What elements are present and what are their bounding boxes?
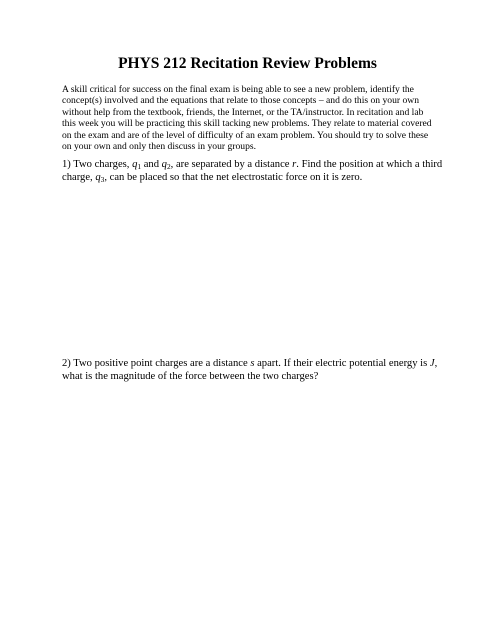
- var-r: r: [292, 159, 297, 170]
- text-run: charge,: [62, 171, 96, 183]
- intro-line: without help from the textbook, friends, the Internet, or the TA/instructor. In recitation and lab: [62, 106, 424, 118]
- problem-1-line-1: [62, 159, 462, 172]
- problem-1-line-2: [62, 172, 462, 185]
- problem-2-line-2: what is the magnitude of the force between the two charges?: [62, 370, 319, 382]
- intro-line: A skill critical for success on the final exam is being able to see a new problem, identify the: [62, 84, 414, 95]
- var-J: J: [429, 358, 435, 369]
- text-run: 2) Two positive point charges are a distance: [62, 358, 251, 369]
- intro-paragraph: [62, 84, 442, 152]
- text-run: 1) Two charges,: [62, 159, 133, 170]
- text-run: ,: [434, 358, 438, 369]
- subscript-2: 2: [166, 161, 171, 171]
- var-q: q: [95, 171, 101, 183]
- problem-1: [62, 159, 462, 184]
- var-s: s: [250, 358, 255, 369]
- intro-line: this week you will be practicing this skill tacking new problems. They relate to material covered: [62, 118, 432, 130]
- subscript-1: 1: [137, 161, 142, 171]
- problem-2: [62, 358, 462, 383]
- text-run: and: [141, 159, 162, 170]
- subscript-3: 3: [100, 174, 105, 184]
- var-q: q: [132, 159, 138, 170]
- problem-2-line-1: [62, 358, 462, 371]
- text-run: , can be placed so that the net electrostatic force on it is zero.: [104, 171, 363, 183]
- text-run: apart. If their electric potential energy is: [254, 358, 430, 369]
- text-run: . Find the position at which a third: [296, 159, 443, 170]
- page-title: PHYS 212 Recitation Review Problems: [118, 55, 377, 72]
- text-run: , are separated by a distance: [170, 159, 293, 170]
- intro-line: on your own and only then discuss in your groups.: [62, 141, 256, 153]
- intro-line: on the exam and are of the level of difficulty of an exam problem. You should try to solve these: [62, 129, 429, 141]
- intro-line: concept(s) involved and the equations that relate to those concepts – and do this on your own: [62, 95, 420, 107]
- var-q: q: [161, 159, 167, 170]
